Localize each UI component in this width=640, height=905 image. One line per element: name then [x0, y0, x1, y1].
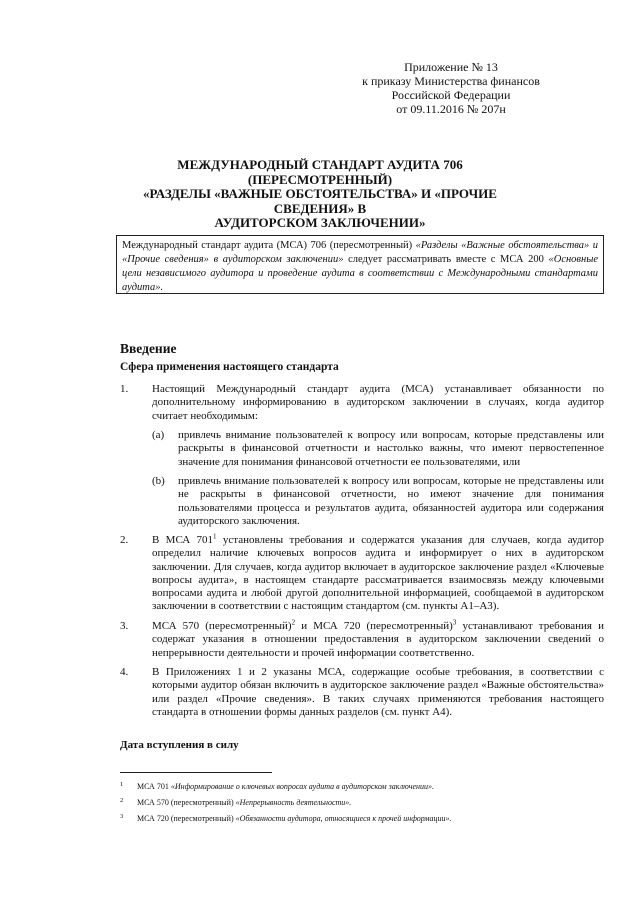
paragraph-3-body: устанавливают требования и содержат указания в отношении предоставления в аудиторском заключении сведений о непрерывности деятельности и прочей информации соответственно.	[152, 620, 604, 659]
notice-text-2: «Разделы «Важные обстоятельства» и «Прочие сведения» в аудиторском заключении»	[122, 240, 598, 265]
appendix-date: от 09.11.2016 № 207н	[396, 102, 506, 116]
introduction-heading: Введение	[120, 341, 177, 356]
footnote-1-plain: МСА 701	[137, 782, 171, 791]
footnote-separator	[120, 772, 272, 773]
appendix-number: Приложение № 13	[404, 60, 498, 74]
title-line-4: АУДИТОРСКОМ ЗАКЛЮЧЕНИИ»	[214, 215, 426, 230]
footnote-2-text	[137, 798, 351, 808]
appendix-country: Российской Федерации	[391, 88, 511, 102]
paragraph-2-body: установлены требования и содержатся указания для случаев, когда аудитор определил наличие ключевых вопросов аудита и информирует о них в аудиторском заключении. Для случаев, когда аудитор включает в аудиторское заключение раздел «Ключевые вопросы аудита», в настоящем стандарте рассматривается взаимосвязь между ключевыми вопросами аудита и любой другой дополнительной информацией, сообщаемой в аудиторском заключении в соответствии с настоящим стандартом (см. пункты А1–А3).	[152, 534, 604, 613]
footnote-1-text	[137, 782, 434, 792]
paragraph-2-number: 2.	[120, 534, 129, 546]
footnote-1-number: 1	[120, 781, 124, 788]
title-line-1: МЕЖДУНАРОДНЫЙ СТАНДАРТ АУДИТА 706	[177, 157, 463, 172]
notice-box	[116, 235, 604, 294]
footnote-ref-1: 1	[213, 532, 217, 541]
footnote-2-number: 2	[120, 797, 124, 804]
notice-text-4: «Основные цели независимого аудитора и проведение аудита в соответствии с Международными стандартами аудита».	[122, 254, 598, 293]
footnote-2-plain: МСА 570 (пересмотренный)	[137, 798, 236, 807]
document-title	[110, 158, 530, 231]
paragraph-1a-letter: (a)	[152, 429, 165, 441]
title-line-3: «РАЗДЕЛЫ «ВАЖНЫЕ ОБСТОЯТЕЛЬСТВА» И «ПРОЧИЕ СВЕДЕНИЯ» В	[143, 186, 497, 216]
appendix-order: к приказу Министерства финансов	[362, 74, 540, 88]
paragraph-4-text: В Приложениях 1 и 2 указаны МСА, содержащие особые требования, в соответствии с которыми аудитор обязан включить в аудиторское заключение раздел «Важные обстоятельства» или раздел «Прочие сведения». В таких случаях применяются требования настоящего стандарта в отношении формы данных разделов (см. пункт А4).	[152, 666, 604, 718]
footnote-ref-3: 3	[452, 618, 457, 627]
footnote-2-italic: «Непрерывность деятельности».	[235, 798, 352, 807]
paragraph-1-number: 1.	[120, 383, 129, 395]
effective-date-heading: Дата вступления в силу	[120, 739, 239, 751]
paragraph-4-number: 4.	[120, 666, 129, 678]
footnote-ref-2: 2	[291, 618, 296, 627]
paragraph-1a-text: привлечь внимание пользователей к вопросу или вопросам, которые представлены или раскрыты в финансовой отчетности и настолько важны, что имеют первостепенное значение для понимания финансовой отчетности ее пользователями, или	[178, 429, 604, 468]
paragraph-3-text	[152, 620, 604, 660]
footnote-3-italic: «Обязанности аудитора, относящиеся к прочей информации».	[235, 814, 452, 823]
paragraph-2-text	[152, 534, 604, 614]
footnote-1-italic: «Информирование о ключевых вопросах аудита в аудиторском заключении».	[170, 782, 435, 791]
paragraph-3-number: 3.	[120, 620, 129, 632]
paragraph-1-text: Настоящий Международный стандарт аудита (МСА) устанавливает обязанности по дополнительному информированию в аудиторском заключении в случаях, когда аудитор считает необходимым:	[152, 383, 604, 422]
footnote-3-plain: МСА 720 (пересмотренный)	[137, 814, 236, 823]
notice-text-3: следует рассматривать вместе с МСА 200	[343, 254, 549, 265]
title-line-2: (ПЕРЕСМОТРЕННЫЙ)	[247, 171, 393, 187]
footnote-3-text	[137, 814, 451, 824]
paragraph-1b-text: привлечь внимание пользователей к вопросу или вопросам, которые не представлены или не раскрыты в финансовой отчетности, но имеют значение для понимания пользователями процесса и результатов аудита, обязанностей аудитора или содержания аудиторского заключения.	[178, 475, 604, 527]
appendix-header	[331, 60, 571, 116]
paragraph-3-lead: МСА 570 (пересмотренный)	[152, 620, 292, 632]
notice-text-1: Международный стандарт аудита (МСА) 706 (пересмотренный)	[122, 240, 416, 251]
paragraph-3-mid: и МСА 720 (пересмотренный)	[295, 620, 453, 632]
footnote-3-number: 3	[120, 813, 124, 820]
scope-heading: Сфера применения настоящего стандарта	[120, 361, 339, 373]
paragraph-2-lead: В МСА 701	[152, 534, 214, 546]
paragraph-1b-letter: (b)	[152, 475, 165, 487]
